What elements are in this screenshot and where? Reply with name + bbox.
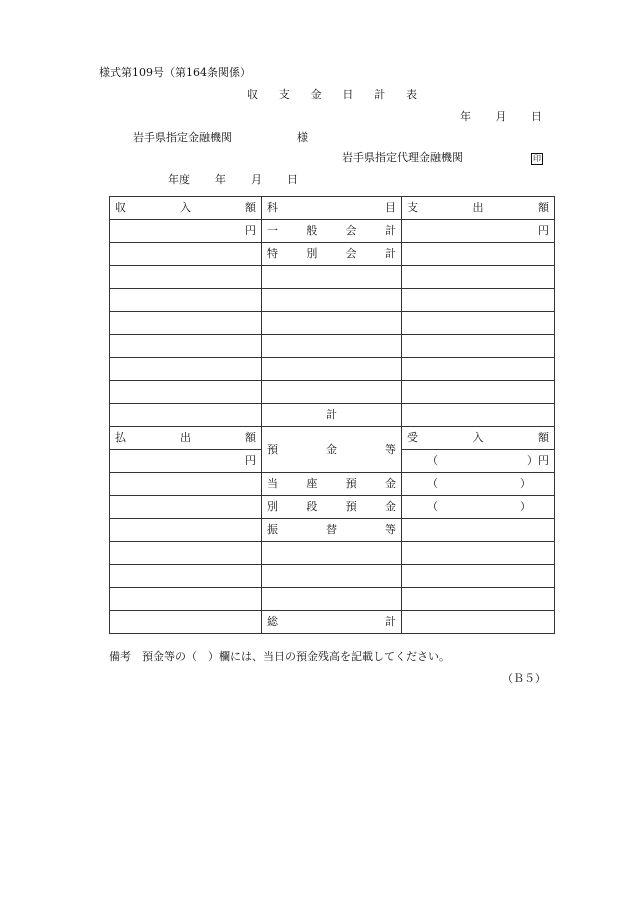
header-char: 出 xyxy=(472,201,484,214)
paren-close-yen: ）円 xyxy=(527,454,549,467)
table-cell xyxy=(110,243,262,266)
label-char: 替 xyxy=(326,523,337,536)
header-char: 額 xyxy=(245,201,256,214)
special-deposit-label xyxy=(262,496,402,519)
header-char: 目 xyxy=(385,201,396,214)
table-row xyxy=(110,473,555,496)
title-char: 日 xyxy=(342,88,354,101)
table-row xyxy=(110,542,555,565)
payment-header-row xyxy=(110,427,555,450)
header-char: 預 xyxy=(267,442,278,456)
paren-close: ） xyxy=(520,500,531,513)
label-char: 振 xyxy=(267,523,278,536)
table-cell xyxy=(262,312,402,335)
label-char: 会 xyxy=(345,247,357,260)
table-row xyxy=(110,381,555,404)
header-char: 額 xyxy=(538,201,549,214)
title-char: 収 xyxy=(247,88,258,101)
paren-open: （ xyxy=(427,454,438,467)
label-char: 当 xyxy=(267,477,278,490)
table-cell xyxy=(110,588,262,611)
payment-yen-unit: 円 xyxy=(110,450,262,473)
seal-icon: 印 xyxy=(533,154,541,163)
receipt-header xyxy=(402,427,555,450)
table-cell xyxy=(262,335,402,358)
table-row xyxy=(110,266,555,289)
label-char: 段 xyxy=(306,500,318,513)
subtotal-label: 計 xyxy=(262,404,402,427)
label-char: 一 xyxy=(267,224,278,237)
table-cell xyxy=(110,404,262,427)
table-cell xyxy=(402,404,555,427)
table-cell xyxy=(110,358,262,381)
table-cell xyxy=(110,473,262,496)
header-char: 払 xyxy=(115,431,126,444)
table-cell xyxy=(402,542,555,565)
header-char: 収 xyxy=(115,201,126,214)
expense-header xyxy=(402,197,555,220)
header-char: 受 xyxy=(407,431,418,444)
special-account-label xyxy=(262,243,402,266)
transfer-label xyxy=(262,519,402,542)
table-cell xyxy=(262,266,402,289)
seal-mark xyxy=(530,151,543,165)
header-char: 支 xyxy=(407,201,418,214)
table-cell xyxy=(402,588,555,611)
table-header-row xyxy=(110,197,555,220)
header-char: 入 xyxy=(180,201,191,214)
label-char: 会 xyxy=(345,224,357,237)
subtotal-row xyxy=(110,404,555,427)
general-account-label xyxy=(262,220,402,243)
paper-size-label: （Ｂ５） xyxy=(502,672,546,685)
label-char: 特 xyxy=(267,247,278,260)
table-cell xyxy=(402,266,555,289)
fiscal-year-label: 年度 xyxy=(168,173,190,186)
label-char: 金 xyxy=(384,500,396,513)
table-cell xyxy=(110,496,262,519)
table-cell xyxy=(262,588,402,611)
table-cell xyxy=(402,312,555,335)
fiscal-month-unit: 月 xyxy=(251,173,262,186)
table-row xyxy=(110,335,555,358)
special-deposit-balance xyxy=(402,496,555,519)
header-char: 入 xyxy=(472,431,484,444)
fiscal-year-unit: 年 xyxy=(215,173,226,186)
document-title xyxy=(247,88,417,102)
label-char: 預 xyxy=(345,477,357,490)
year-label: 年 xyxy=(460,110,471,123)
table-cell xyxy=(110,381,262,404)
table-row xyxy=(110,358,555,381)
header-char: 科 xyxy=(267,201,278,214)
table-row xyxy=(110,312,555,335)
paren-open: （ xyxy=(427,500,438,513)
form-number: 様式第109号（第164条関係） xyxy=(99,66,251,79)
current-deposit-balance xyxy=(402,473,555,496)
table-row xyxy=(110,519,555,542)
table-cell xyxy=(402,381,555,404)
table-cell xyxy=(262,358,402,381)
table-cell xyxy=(110,289,262,312)
grand-total-row xyxy=(110,611,555,634)
table-row xyxy=(110,588,555,611)
table-cell xyxy=(110,542,262,565)
honorific: 様 xyxy=(297,131,308,144)
title-char: 表 xyxy=(405,88,417,101)
table-cell xyxy=(262,381,402,404)
header-char: 額 xyxy=(245,431,256,444)
header-char: 等 xyxy=(385,442,396,456)
table-cell xyxy=(262,289,402,312)
subject-header xyxy=(262,197,402,220)
header-char: 金 xyxy=(326,442,337,456)
header-char: 出 xyxy=(180,431,191,444)
fiscal-day-unit: 日 xyxy=(287,173,298,186)
label-char: 別 xyxy=(306,247,318,260)
expense-yen-unit: 円 xyxy=(402,220,555,243)
deposit-header xyxy=(262,427,402,473)
income-yen-unit: 円 xyxy=(110,220,262,243)
table-cell xyxy=(110,611,262,634)
label-char: 座 xyxy=(306,477,318,490)
table-cell xyxy=(402,519,555,542)
title-char: 計 xyxy=(374,88,386,101)
table-cell xyxy=(110,266,262,289)
table-cell xyxy=(110,335,262,358)
label-char: 計 xyxy=(384,224,396,237)
table-cell xyxy=(402,243,555,266)
payment-header xyxy=(110,427,262,450)
table-cell xyxy=(262,542,402,565)
receipt-balance-cell xyxy=(402,450,555,473)
table-cell xyxy=(110,519,262,542)
table-row xyxy=(110,496,555,519)
label-char: 計 xyxy=(384,247,396,260)
addressee: 岩手県指定金融機関 xyxy=(133,131,232,144)
table-cell xyxy=(402,289,555,312)
month-label: 月 xyxy=(495,110,507,123)
income-header xyxy=(110,197,262,220)
issue-date xyxy=(460,110,542,124)
sender: 岩手県指定代理金融機関 xyxy=(342,151,463,164)
label-char: 計 xyxy=(385,615,396,628)
label-char: 等 xyxy=(385,523,396,536)
day-label: 日 xyxy=(531,110,542,123)
label-char: 般 xyxy=(306,224,318,237)
header-char: 額 xyxy=(538,431,549,444)
label-char: 総 xyxy=(267,615,278,628)
title-char: 支 xyxy=(278,88,290,101)
table-cell xyxy=(402,358,555,381)
table-cell xyxy=(402,565,555,588)
table-cell xyxy=(262,565,402,588)
grand-total-label xyxy=(262,611,402,634)
table-cell xyxy=(110,312,262,335)
table-cell xyxy=(110,565,262,588)
table-row xyxy=(110,243,555,266)
table-row xyxy=(110,565,555,588)
label-char: 預 xyxy=(345,500,357,513)
table-cell xyxy=(402,611,555,634)
label-char: 金 xyxy=(384,477,396,490)
label-char: 別 xyxy=(267,500,278,513)
table-cell xyxy=(402,335,555,358)
paren-open: （ xyxy=(427,477,438,490)
remarks-note: 備考 預金等の（ ）欄には、当日の預金残高を記載してください。 xyxy=(109,650,450,663)
cash-ledger-table xyxy=(109,196,555,634)
paren-close: ） xyxy=(520,477,531,490)
current-deposit-label xyxy=(262,473,402,496)
table-row xyxy=(110,289,555,312)
title-char: 金 xyxy=(310,88,322,101)
table-row xyxy=(110,220,555,243)
